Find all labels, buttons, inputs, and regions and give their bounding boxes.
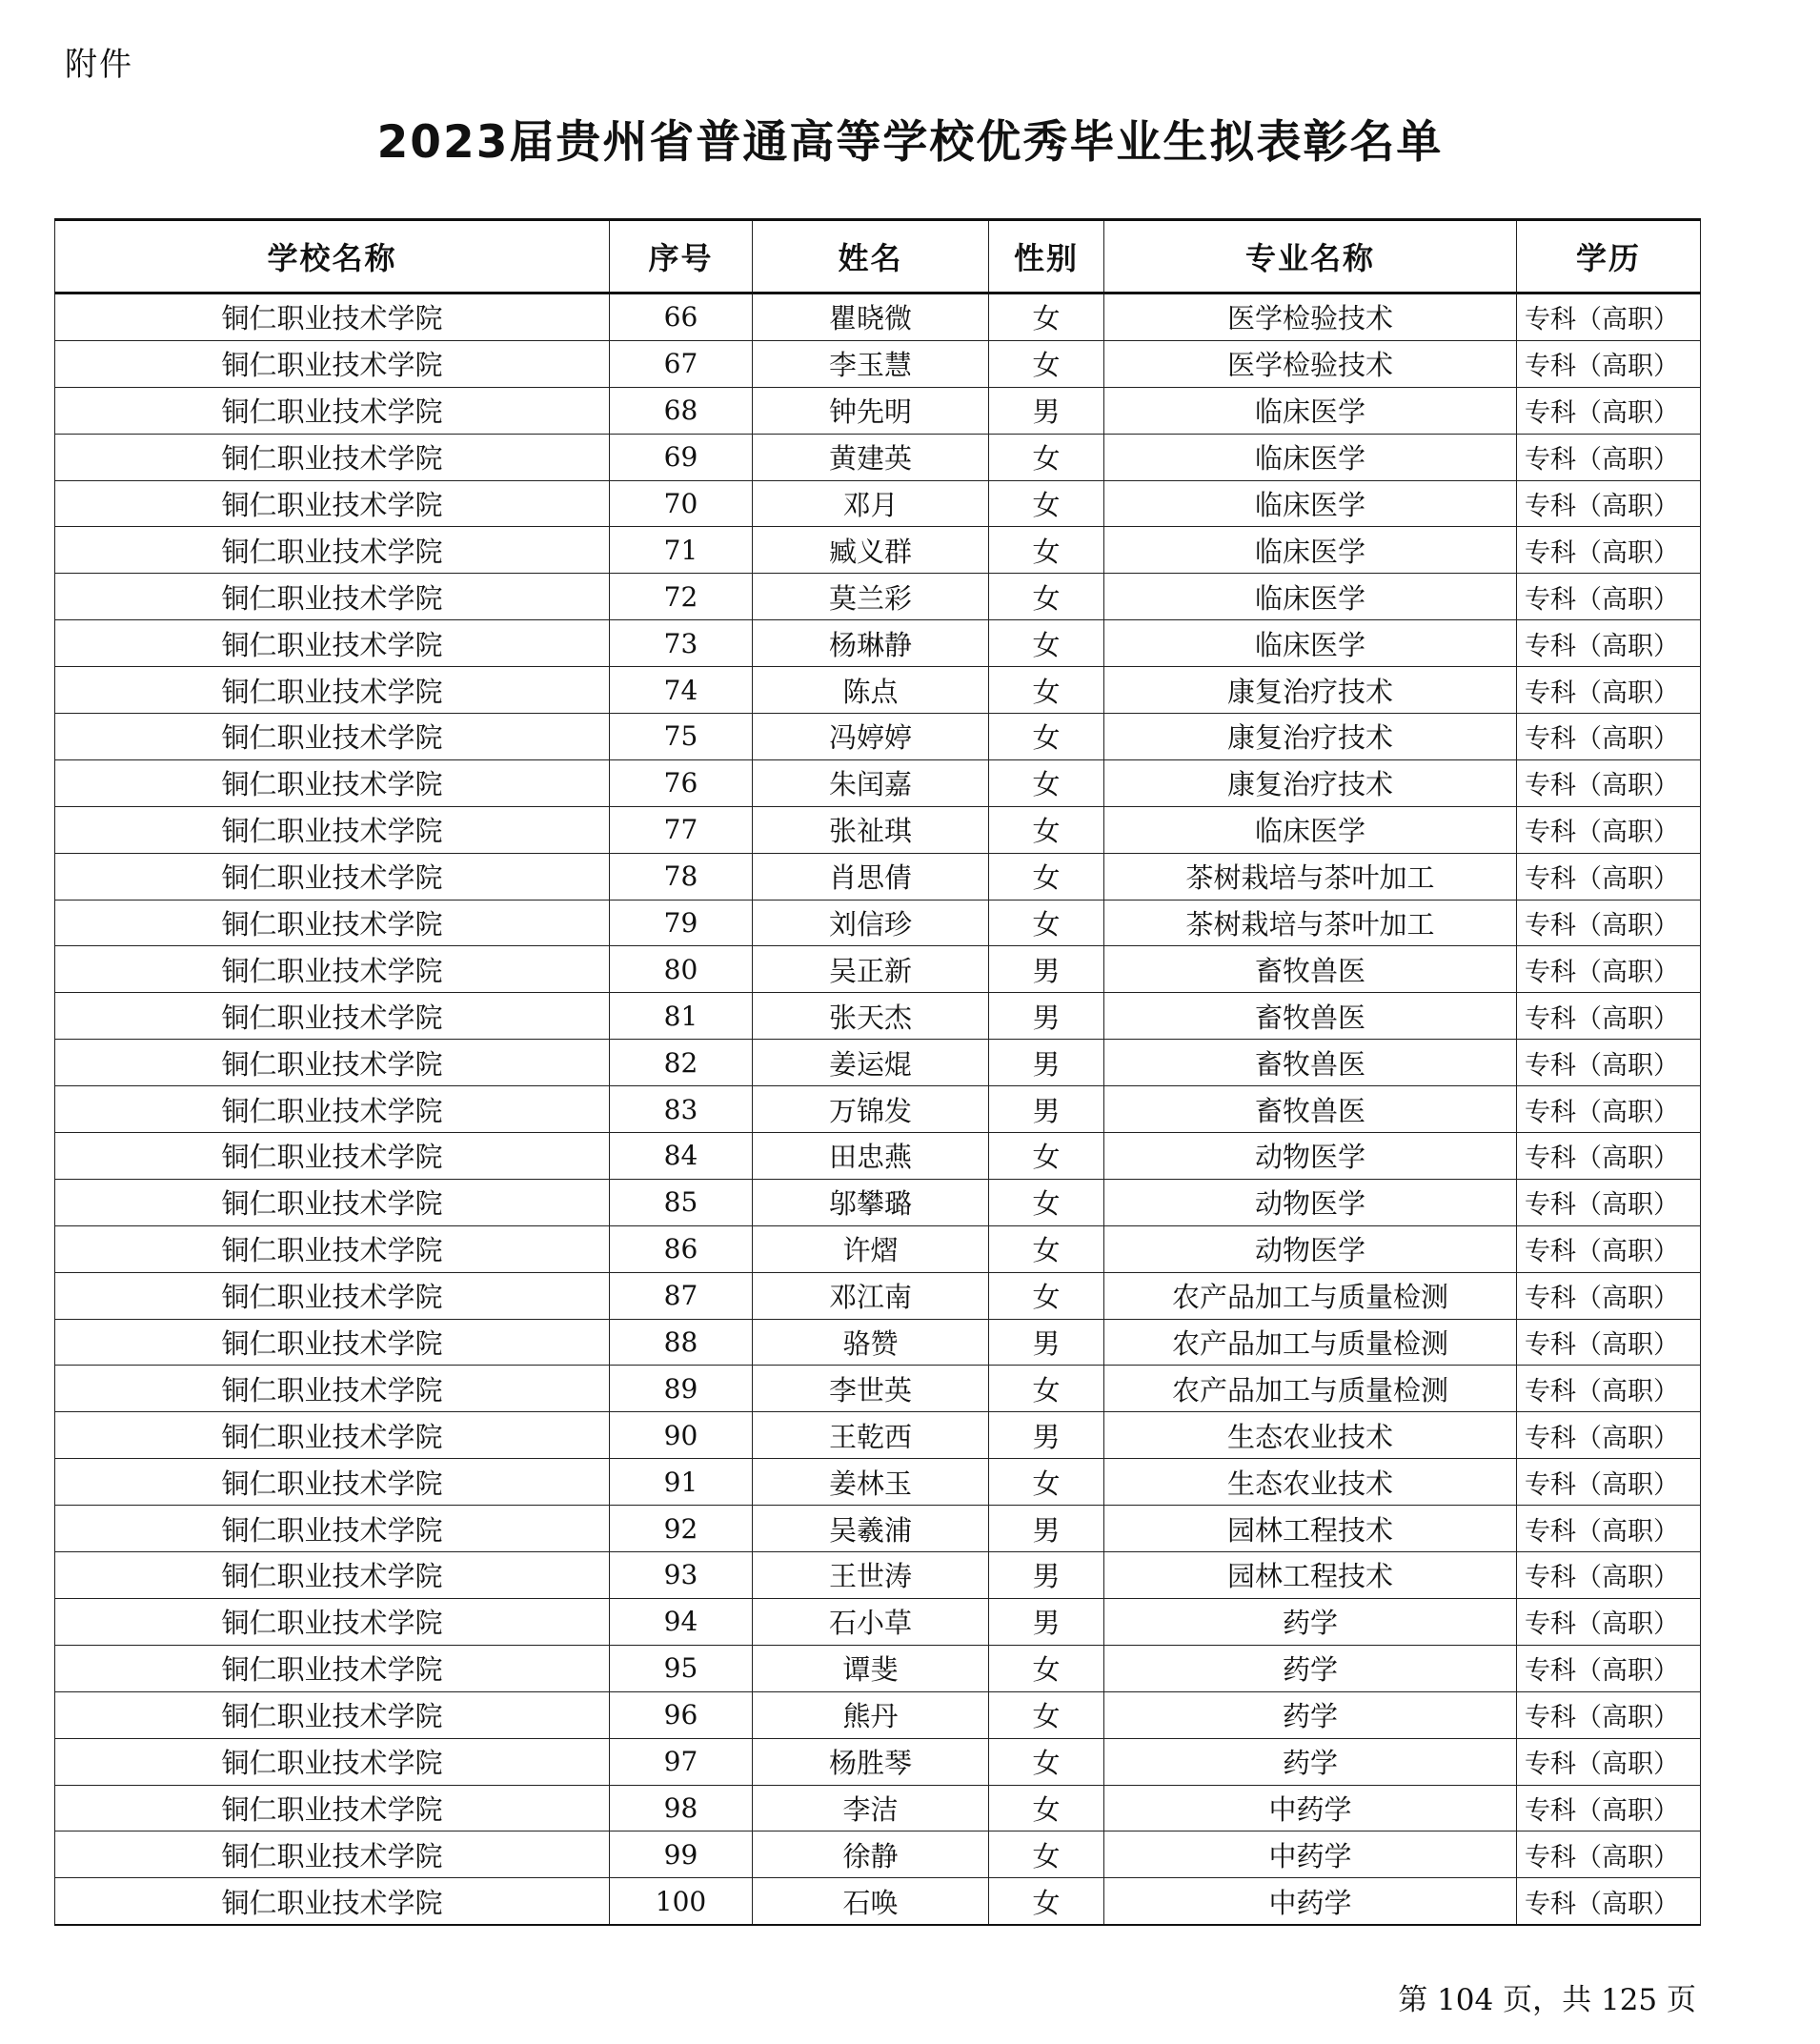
cell-education: 专科（高职） <box>1517 1506 1701 1552</box>
cell-major: 临床医学 <box>1104 806 1517 853</box>
cell-number: 75 <box>610 714 753 760</box>
table-row <box>55 1552 1701 1599</box>
cell-gender: 男 <box>989 1040 1104 1086</box>
cell-name: 熊丹 <box>753 1691 989 1738</box>
cell-gender: 男 <box>989 1319 1104 1366</box>
cell-number: 67 <box>610 340 753 387</box>
cell-name: 张祉琪 <box>753 806 989 853</box>
cell-number: 99 <box>610 1832 753 1878</box>
cell-major: 医学检验技术 <box>1104 293 1517 341</box>
cell-school: 铜仁职业技术学院 <box>55 1878 610 1925</box>
cell-gender: 女 <box>989 620 1104 667</box>
cell-name: 陈点 <box>753 667 989 714</box>
cell-name: 肖思倩 <box>753 853 989 900</box>
cell-gender: 女 <box>989 1133 1104 1180</box>
cell-education: 专科（高职） <box>1517 993 1701 1040</box>
table-row <box>55 1133 1701 1180</box>
cell-school: 铜仁职业技术学院 <box>55 1785 610 1832</box>
cell-number: 69 <box>610 434 753 480</box>
table-row <box>55 1040 1701 1086</box>
cell-name: 朱闰嘉 <box>753 759 989 806</box>
cell-name: 谭斐 <box>753 1645 989 1691</box>
cell-gender: 女 <box>989 293 1104 341</box>
cell-name: 姜运焜 <box>753 1040 989 1086</box>
cell-number: 66 <box>610 293 753 341</box>
cell-gender: 女 <box>989 1832 1104 1878</box>
cell-number: 97 <box>610 1738 753 1785</box>
cell-number: 71 <box>610 527 753 574</box>
cell-school: 铜仁职业技术学院 <box>55 1412 610 1459</box>
cell-gender: 女 <box>989 1785 1104 1832</box>
cell-name: 吴正新 <box>753 946 989 993</box>
cell-school: 铜仁职业技术学院 <box>55 946 610 993</box>
cell-number: 76 <box>610 759 753 806</box>
cell-name: 杨琳静 <box>753 620 989 667</box>
cell-education: 专科（高职） <box>1517 1552 1701 1599</box>
cell-education: 专科（高职） <box>1517 293 1701 341</box>
cell-name: 李世英 <box>753 1366 989 1412</box>
cell-number: 85 <box>610 1179 753 1225</box>
header-school: 学校名称 <box>55 220 610 293</box>
table-row <box>55 1319 1701 1366</box>
cell-name: 张天杰 <box>753 993 989 1040</box>
cell-school: 铜仁职业技术学院 <box>55 1552 610 1599</box>
cell-major: 药学 <box>1104 1738 1517 1785</box>
cell-major: 动物医学 <box>1104 1179 1517 1225</box>
cell-number: 86 <box>610 1225 753 1272</box>
cell-major: 生态农业技术 <box>1104 1459 1517 1506</box>
cell-name: 石唤 <box>753 1878 989 1925</box>
cell-name: 邬攀璐 <box>753 1179 989 1225</box>
cell-education: 专科（高职） <box>1517 1459 1701 1506</box>
table-row <box>55 993 1701 1040</box>
table-row <box>55 480 1701 527</box>
cell-name: 黄建英 <box>753 434 989 480</box>
cell-major: 药学 <box>1104 1691 1517 1738</box>
table-row <box>55 946 1701 993</box>
cell-school: 铜仁职业技术学院 <box>55 1133 610 1180</box>
cell-major: 动物医学 <box>1104 1133 1517 1180</box>
cell-major: 中药学 <box>1104 1832 1517 1878</box>
cell-name: 王世涛 <box>753 1552 989 1599</box>
cell-major: 茶树栽培与茶叶加工 <box>1104 900 1517 946</box>
table-row <box>55 1738 1701 1785</box>
cell-school: 铜仁职业技术学院 <box>55 993 610 1040</box>
cell-major: 园林工程技术 <box>1104 1552 1517 1599</box>
table-row <box>55 1785 1701 1832</box>
cell-school: 铜仁职业技术学院 <box>55 480 610 527</box>
header-gender: 性别 <box>989 220 1104 293</box>
cell-major: 康复治疗技术 <box>1104 759 1517 806</box>
cell-school: 铜仁职业技术学院 <box>55 1832 610 1878</box>
cell-number: 78 <box>610 853 753 900</box>
cell-gender: 女 <box>989 667 1104 714</box>
cell-major: 畜牧兽医 <box>1104 993 1517 1040</box>
table-row <box>55 1459 1701 1506</box>
cell-name: 邓江南 <box>753 1272 989 1319</box>
cell-education: 专科（高职） <box>1517 900 1701 946</box>
cell-name: 钟先明 <box>753 387 989 434</box>
cell-major: 临床医学 <box>1104 574 1517 620</box>
cell-education: 专科（高职） <box>1517 946 1701 993</box>
cell-name: 骆赞 <box>753 1319 989 1366</box>
cell-name: 田忠燕 <box>753 1133 989 1180</box>
cell-name: 王乾西 <box>753 1412 989 1459</box>
page-number: 第 104 页，共 125 页 <box>1398 1983 1696 2017</box>
cell-education: 专科（高职） <box>1517 1179 1701 1225</box>
cell-number: 89 <box>610 1366 753 1412</box>
cell-number: 83 <box>610 1086 753 1133</box>
cell-name: 徐静 <box>753 1832 989 1878</box>
cell-education: 专科（高职） <box>1517 1691 1701 1738</box>
cell-school: 铜仁职业技术学院 <box>55 434 610 480</box>
cell-school: 铜仁职业技术学院 <box>55 1738 610 1785</box>
cell-gender: 男 <box>989 1412 1104 1459</box>
cell-gender: 女 <box>989 1691 1104 1738</box>
table-row <box>55 527 1701 574</box>
table-row <box>55 1691 1701 1738</box>
cell-number: 98 <box>610 1785 753 1832</box>
cell-gender: 女 <box>989 1645 1104 1691</box>
cell-school: 铜仁职业技术学院 <box>55 620 610 667</box>
cell-school: 铜仁职业技术学院 <box>55 1645 610 1691</box>
cell-school: 铜仁职业技术学院 <box>55 1225 610 1272</box>
cell-major: 医学检验技术 <box>1104 340 1517 387</box>
cell-education: 专科（高职） <box>1517 1878 1701 1925</box>
cell-name: 李玉慧 <box>753 340 989 387</box>
table-row <box>55 1086 1701 1133</box>
cell-school: 铜仁职业技术学院 <box>55 1040 610 1086</box>
cell-school: 铜仁职业技术学院 <box>55 1598 610 1645</box>
table-header <box>55 220 1701 293</box>
cell-education: 专科（高职） <box>1517 1133 1701 1180</box>
cell-number: 68 <box>610 387 753 434</box>
cell-education: 专科（高职） <box>1517 1225 1701 1272</box>
cell-number: 79 <box>610 900 753 946</box>
cell-gender: 男 <box>989 1086 1104 1133</box>
cell-gender: 女 <box>989 759 1104 806</box>
cell-school: 铜仁职业技术学院 <box>55 1086 610 1133</box>
cell-number: 81 <box>610 993 753 1040</box>
cell-education: 专科（高职） <box>1517 1738 1701 1785</box>
cell-school: 铜仁职业技术学院 <box>55 1366 610 1412</box>
cell-major: 临床医学 <box>1104 527 1517 574</box>
page-title: 2023届贵州省普通高等学校优秀毕业生拟表彰名单 <box>376 116 1444 169</box>
cell-gender: 女 <box>989 1878 1104 1925</box>
cell-number: 95 <box>610 1645 753 1691</box>
cell-gender: 男 <box>989 1598 1104 1645</box>
cell-number: 90 <box>610 1412 753 1459</box>
cell-major: 临床医学 <box>1104 480 1517 527</box>
cell-gender: 女 <box>989 480 1104 527</box>
cell-education: 专科（高职） <box>1517 806 1701 853</box>
cell-name: 姜林玉 <box>753 1459 989 1506</box>
cell-number: 70 <box>610 480 753 527</box>
cell-education: 专科（高职） <box>1517 1366 1701 1412</box>
cell-major: 茶树栽培与茶叶加工 <box>1104 853 1517 900</box>
table-row <box>55 1412 1701 1459</box>
cell-school: 铜仁职业技术学院 <box>55 293 610 341</box>
cell-major: 康复治疗技术 <box>1104 667 1517 714</box>
table-row <box>55 759 1701 806</box>
cell-number: 93 <box>610 1552 753 1599</box>
cell-education: 专科（高职） <box>1517 759 1701 806</box>
table-row <box>55 853 1701 900</box>
cell-number: 77 <box>610 806 753 853</box>
table-row <box>55 1225 1701 1272</box>
cell-major: 中药学 <box>1104 1785 1517 1832</box>
cell-gender: 男 <box>989 1506 1104 1552</box>
cell-gender: 女 <box>989 527 1104 574</box>
cell-gender: 女 <box>989 1738 1104 1785</box>
table-row <box>55 900 1701 946</box>
cell-major: 临床医学 <box>1104 620 1517 667</box>
cell-education: 专科（高职） <box>1517 1785 1701 1832</box>
cell-school: 铜仁职业技术学院 <box>55 1272 610 1319</box>
cell-number: 74 <box>610 667 753 714</box>
table-row <box>55 714 1701 760</box>
table-row <box>55 806 1701 853</box>
cell-major: 农产品加工与质量检测 <box>1104 1366 1517 1412</box>
table-row <box>55 620 1701 667</box>
cell-gender: 男 <box>989 1552 1104 1599</box>
cell-name: 许熠 <box>753 1225 989 1272</box>
cell-gender: 女 <box>989 434 1104 480</box>
cell-number: 94 <box>610 1598 753 1645</box>
cell-school: 铜仁职业技术学院 <box>55 1506 610 1552</box>
cell-name: 吴羲浦 <box>753 1506 989 1552</box>
cell-name: 邓月 <box>753 480 989 527</box>
cell-major: 药学 <box>1104 1645 1517 1691</box>
cell-education: 专科（高职） <box>1517 620 1701 667</box>
cell-gender: 女 <box>989 714 1104 760</box>
table-row <box>55 1179 1701 1225</box>
cell-gender: 女 <box>989 574 1104 620</box>
cell-education: 专科（高职） <box>1517 667 1701 714</box>
cell-major: 园林工程技术 <box>1104 1506 1517 1552</box>
cell-gender: 女 <box>989 853 1104 900</box>
cell-gender: 女 <box>989 806 1104 853</box>
header-number: 序号 <box>610 220 753 293</box>
cell-name: 瞿晓微 <box>753 293 989 341</box>
cell-school: 铜仁职业技术学院 <box>55 527 610 574</box>
cell-major: 动物医学 <box>1104 1225 1517 1272</box>
cell-gender: 女 <box>989 900 1104 946</box>
attachment-label: 附件 <box>65 46 133 84</box>
table-row <box>55 293 1701 341</box>
table-row <box>55 667 1701 714</box>
cell-major: 生态农业技术 <box>1104 1412 1517 1459</box>
cell-name: 臧义群 <box>753 527 989 574</box>
cell-education: 专科（高职） <box>1517 1319 1701 1366</box>
table-row <box>55 1506 1701 1552</box>
cell-education: 专科（高职） <box>1517 1832 1701 1878</box>
cell-school: 铜仁职业技术学院 <box>55 900 610 946</box>
table-row <box>55 434 1701 480</box>
cell-education: 专科（高职） <box>1517 1040 1701 1086</box>
header-row <box>55 220 1701 293</box>
cell-education: 专科（高职） <box>1517 1086 1701 1133</box>
cell-gender: 男 <box>989 993 1104 1040</box>
cell-major: 畜牧兽医 <box>1104 1040 1517 1086</box>
cell-major: 临床医学 <box>1104 434 1517 480</box>
cell-gender: 女 <box>989 1459 1104 1506</box>
header-name: 姓名 <box>753 220 989 293</box>
cell-school: 铜仁职业技术学院 <box>55 1179 610 1225</box>
cell-gender: 女 <box>989 340 1104 387</box>
cell-school: 铜仁职业技术学院 <box>55 574 610 620</box>
cell-name: 万锦发 <box>753 1086 989 1133</box>
cell-school: 铜仁职业技术学院 <box>55 387 610 434</box>
cell-school: 铜仁职业技术学院 <box>55 340 610 387</box>
header-education: 学历 <box>1517 220 1701 293</box>
cell-number: 82 <box>610 1040 753 1086</box>
table-row <box>55 574 1701 620</box>
honoree-table <box>54 218 1701 1926</box>
header-major: 专业名称 <box>1104 220 1517 293</box>
cell-school: 铜仁职业技术学院 <box>55 1319 610 1366</box>
table-body <box>55 293 1701 1926</box>
cell-school: 铜仁职业技术学院 <box>55 853 610 900</box>
cell-gender: 女 <box>989 1272 1104 1319</box>
cell-name: 杨胜琴 <box>753 1738 989 1785</box>
cell-major: 中药学 <box>1104 1878 1517 1925</box>
cell-number: 72 <box>610 574 753 620</box>
cell-school: 铜仁职业技术学院 <box>55 1459 610 1506</box>
cell-major: 药学 <box>1104 1598 1517 1645</box>
cell-education: 专科（高职） <box>1517 527 1701 574</box>
cell-name: 莫兰彩 <box>753 574 989 620</box>
cell-gender: 男 <box>989 946 1104 993</box>
cell-education: 专科（高职） <box>1517 480 1701 527</box>
cell-major: 农产品加工与质量检测 <box>1104 1272 1517 1319</box>
cell-school: 铜仁职业技术学院 <box>55 667 610 714</box>
cell-education: 专科（高职） <box>1517 387 1701 434</box>
cell-major: 畜牧兽医 <box>1104 1086 1517 1133</box>
cell-name: 李洁 <box>753 1785 989 1832</box>
cell-education: 专科（高职） <box>1517 853 1701 900</box>
cell-name: 刘信珍 <box>753 900 989 946</box>
table-row <box>55 340 1701 387</box>
cell-education: 专科（高职） <box>1517 1645 1701 1691</box>
cell-education: 专科（高职） <box>1517 1272 1701 1319</box>
cell-number: 96 <box>610 1691 753 1738</box>
cell-number: 91 <box>610 1459 753 1506</box>
cell-number: 84 <box>610 1133 753 1180</box>
cell-major: 康复治疗技术 <box>1104 714 1517 760</box>
cell-major: 畜牧兽医 <box>1104 946 1517 993</box>
cell-name: 石小草 <box>753 1598 989 1645</box>
cell-gender: 女 <box>989 1179 1104 1225</box>
cell-education: 专科（高职） <box>1517 714 1701 760</box>
table-row <box>55 1366 1701 1412</box>
cell-school: 铜仁职业技术学院 <box>55 759 610 806</box>
cell-major: 农产品加工与质量检测 <box>1104 1319 1517 1366</box>
cell-number: 92 <box>610 1506 753 1552</box>
cell-number: 100 <box>610 1878 753 1925</box>
cell-school: 铜仁职业技术学院 <box>55 806 610 853</box>
cell-name: 冯婷婷 <box>753 714 989 760</box>
table-row <box>55 1645 1701 1691</box>
cell-education: 专科（高职） <box>1517 574 1701 620</box>
table-row <box>55 1598 1701 1645</box>
cell-number: 73 <box>610 620 753 667</box>
cell-education: 专科（高职） <box>1517 340 1701 387</box>
cell-gender: 女 <box>989 1225 1104 1272</box>
table-row <box>55 1878 1701 1925</box>
cell-school: 铜仁职业技术学院 <box>55 1691 610 1738</box>
table-row <box>55 387 1701 434</box>
cell-number: 80 <box>610 946 753 993</box>
cell-major: 临床医学 <box>1104 387 1517 434</box>
table-row <box>55 1832 1701 1878</box>
cell-gender: 男 <box>989 387 1104 434</box>
cell-education: 专科（高职） <box>1517 1598 1701 1645</box>
cell-school: 铜仁职业技术学院 <box>55 714 610 760</box>
cell-education: 专科（高职） <box>1517 1412 1701 1459</box>
cell-number: 88 <box>610 1319 753 1366</box>
cell-education: 专科（高职） <box>1517 434 1701 480</box>
cell-number: 87 <box>610 1272 753 1319</box>
table-row <box>55 1272 1701 1319</box>
cell-gender: 女 <box>989 1366 1104 1412</box>
